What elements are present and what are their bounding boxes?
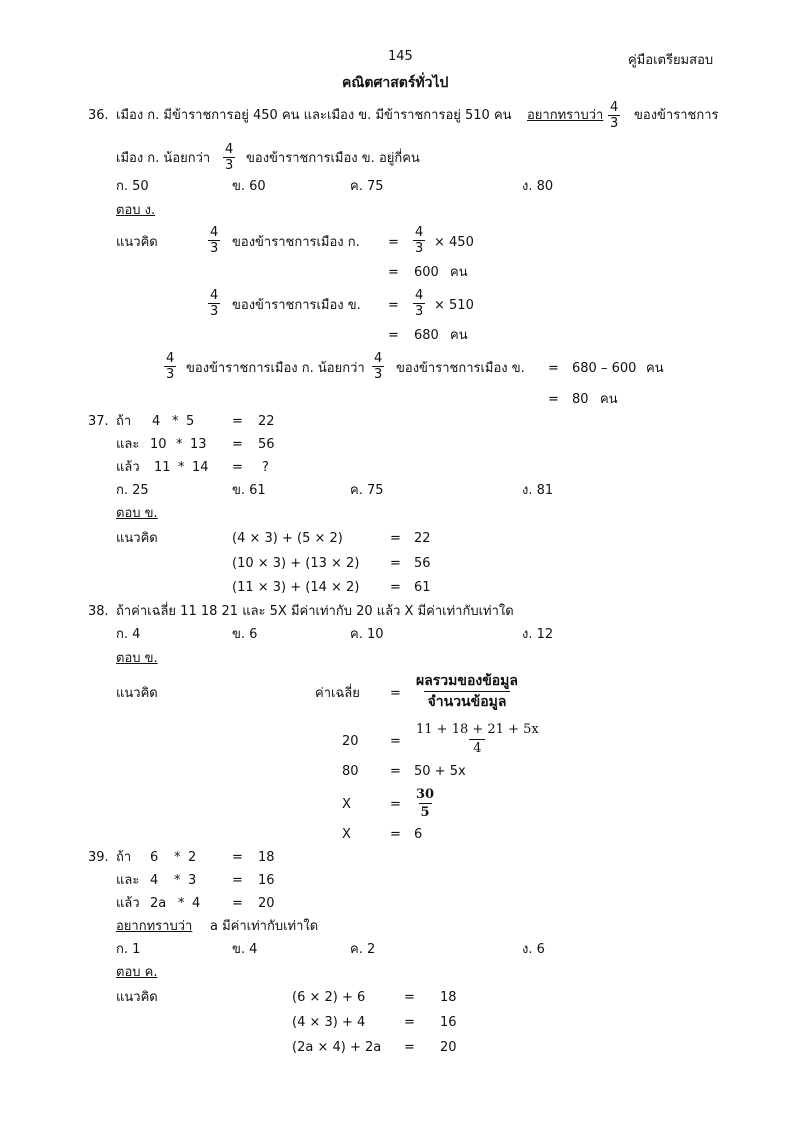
concept-label: แนวคิด bbox=[116, 235, 158, 250]
answer: ตอบ ค. bbox=[116, 965, 158, 980]
unit: คน bbox=[450, 265, 468, 280]
fraction: $\frac{4}{3}$ bbox=[374, 351, 383, 382]
equals: = bbox=[404, 990, 415, 1005]
equals: = bbox=[232, 896, 243, 911]
question-text: เมือง ก. น้อยกว่า bbox=[116, 151, 211, 166]
equals: = bbox=[390, 580, 401, 595]
row-prefix: และ bbox=[116, 873, 140, 888]
mean-formula: ผลรวมของข้อมูล จำนวนข้อมูล bbox=[416, 673, 518, 710]
question-number: 38. bbox=[88, 604, 109, 619]
choice: ข. 61 bbox=[232, 483, 266, 498]
question-text: ของข้าราชการเมือง ข. อยู่กี่คน bbox=[246, 151, 420, 166]
question-text: a มีค่าเท่ากับเท่าใด bbox=[210, 919, 319, 934]
row-prefix: ถ้า bbox=[116, 414, 132, 429]
question-number: 36. bbox=[88, 108, 109, 123]
fraction: $\frac{4}{3}$ bbox=[415, 288, 424, 319]
mean-label: ค่าเฉลี่ย bbox=[315, 686, 360, 701]
fraction: $\frac{4}{3}$ bbox=[210, 225, 219, 256]
work-expression: (10 × 3) + (13 × 2) bbox=[232, 556, 360, 571]
work-result: 22 bbox=[414, 531, 431, 546]
fraction: $\frac{11 + 18 + 21 + 5x}{4}$ bbox=[416, 722, 539, 756]
equals: = bbox=[390, 556, 401, 571]
question-text: เมือง ก. มีข้าราชการอยู่ 450 คน และเมือง ข. มีข้าราชการอยู่ 510 คน bbox=[116, 108, 512, 123]
operator: * bbox=[172, 414, 179, 429]
equals: = bbox=[232, 873, 243, 888]
concept-label: แนวคิด bbox=[116, 990, 158, 1005]
choice: ข. 6 bbox=[232, 627, 258, 642]
result: 16 bbox=[258, 873, 275, 888]
result: 22 bbox=[258, 414, 275, 429]
row-prefix: และ bbox=[116, 437, 140, 452]
work-result: 16 bbox=[440, 1015, 457, 1030]
page-title: คณิตศาสตร์ทั่วไป bbox=[342, 75, 449, 91]
equals: = bbox=[388, 265, 399, 280]
fraction: $\frac{4}{3}$ bbox=[610, 100, 619, 131]
concept-label: แนวคิด bbox=[116, 531, 158, 546]
unit: คน bbox=[646, 361, 664, 376]
work-label: ของข้าราชการเมือง ข. bbox=[232, 298, 361, 313]
equals: = bbox=[404, 1015, 415, 1030]
question-keyword: อยากทราบว่า bbox=[116, 919, 193, 934]
result: 18 bbox=[258, 850, 275, 865]
equals: = bbox=[388, 235, 399, 250]
equals: = bbox=[388, 328, 399, 343]
operator: * bbox=[178, 460, 185, 475]
work-result: 18 bbox=[440, 990, 457, 1005]
step-left: 20 bbox=[342, 734, 359, 749]
result: 56 bbox=[258, 437, 275, 452]
operator: * bbox=[174, 850, 181, 865]
choice: ง. 80 bbox=[522, 179, 554, 194]
fraction: $\frac{30}{5}$ bbox=[416, 787, 435, 820]
choice: ก. 4 bbox=[116, 627, 141, 642]
operand: 4 bbox=[192, 896, 201, 911]
row-prefix: แล้ว bbox=[116, 896, 140, 911]
answer: ตอบ ข. bbox=[116, 506, 158, 521]
choice: ข. 4 bbox=[232, 942, 258, 957]
work-label: ของข้าราชการเมือง ข. bbox=[396, 361, 525, 376]
operand: 10 bbox=[150, 437, 167, 452]
operator: * bbox=[174, 873, 181, 888]
equals: = bbox=[390, 531, 401, 546]
work-label: ของข้าราชการเมือง ก. น้อยกว่า bbox=[186, 361, 365, 376]
work-expression: (2a × 4) + 2a bbox=[292, 1040, 382, 1055]
work-expression: (4 × 3) + 4 bbox=[292, 1015, 366, 1030]
fraction: $\frac{4}{3}$ bbox=[210, 288, 219, 319]
operand: 14 bbox=[192, 460, 209, 475]
result: 20 bbox=[258, 896, 275, 911]
operand: 2 bbox=[188, 850, 197, 865]
equals: = bbox=[548, 361, 559, 376]
work-result: 80 bbox=[572, 392, 589, 407]
header-right: คู่มือเตรียมสอบ bbox=[628, 53, 714, 68]
question-keyword: อยากทราบว่า bbox=[527, 108, 604, 123]
equals: = bbox=[548, 392, 559, 407]
equals: = bbox=[390, 734, 401, 749]
step-left: 80 bbox=[342, 764, 359, 779]
answer: ตอบ ข. bbox=[116, 651, 158, 666]
work-result: 61 bbox=[414, 580, 431, 595]
equals: = bbox=[232, 850, 243, 865]
fraction: $\frac{4}{3}$ bbox=[166, 351, 175, 382]
choice: ก. 1 bbox=[116, 942, 141, 957]
fraction: $\frac{4}{3}$ bbox=[415, 225, 424, 256]
choice: ง. 81 bbox=[522, 483, 554, 498]
question-text: ถ้าค่าเฉลี่ย 11 18 21 และ 5X มีค่าเท่ากับ 20 แล้ว X มีค่าเท่ากับเท่าใด bbox=[116, 604, 514, 619]
choice: ค. 75 bbox=[350, 179, 384, 194]
choice: ง. 6 bbox=[522, 942, 545, 957]
fraction: $\frac{4}{3}$ bbox=[225, 142, 234, 173]
equals: = bbox=[390, 686, 401, 701]
operand: 3 bbox=[188, 873, 197, 888]
work-label: ของข้าราชการเมือง ก. bbox=[232, 235, 360, 250]
result: ? bbox=[262, 460, 269, 475]
question-number: 39. bbox=[88, 850, 109, 865]
choice: ก. 25 bbox=[116, 483, 149, 498]
choice: ข. 60 bbox=[232, 179, 266, 194]
row-prefix: แล้ว bbox=[116, 460, 140, 475]
equals: = bbox=[390, 827, 401, 842]
concept-label: แนวคิด bbox=[116, 686, 158, 701]
operand: 2a bbox=[150, 896, 167, 911]
step-right: 6 bbox=[414, 827, 423, 842]
question-number: 37. bbox=[88, 414, 109, 429]
work-expression: × 450 bbox=[434, 235, 474, 250]
work-expression: × 510 bbox=[434, 298, 474, 313]
choice: ค. 75 bbox=[350, 483, 384, 498]
choice: ค. 2 bbox=[350, 942, 376, 957]
operand: 11 bbox=[154, 460, 171, 475]
equals: = bbox=[232, 414, 243, 429]
work-result: 20 bbox=[440, 1040, 457, 1055]
operand: 13 bbox=[190, 437, 207, 452]
work-expression: (6 × 2) + 6 bbox=[292, 990, 366, 1005]
work-expression: (4 × 3) + (5 × 2) bbox=[232, 531, 343, 546]
page-number: 145 bbox=[388, 49, 413, 64]
equals: = bbox=[390, 764, 401, 779]
operand: 6 bbox=[150, 850, 159, 865]
operator: * bbox=[178, 896, 185, 911]
work-result: 680 bbox=[414, 328, 439, 343]
choice: ก. 50 bbox=[116, 179, 149, 194]
question-text: ของข้าราชการ bbox=[634, 108, 719, 123]
choice: ง. 12 bbox=[522, 627, 554, 642]
step-left: X bbox=[342, 797, 351, 812]
equals: = bbox=[388, 298, 399, 313]
operand: 4 bbox=[152, 414, 161, 429]
equals: = bbox=[232, 460, 243, 475]
operand: 4 bbox=[150, 873, 159, 888]
work-result: 600 bbox=[414, 265, 439, 280]
work-expression: (11 × 3) + (14 × 2) bbox=[232, 580, 360, 595]
row-prefix: ถ้า bbox=[116, 850, 132, 865]
unit: คน bbox=[450, 328, 468, 343]
equals: = bbox=[404, 1040, 415, 1055]
work-expression: 680 – 600 bbox=[572, 361, 637, 376]
step-left: X bbox=[342, 827, 351, 842]
operator: * bbox=[176, 437, 183, 452]
equals: = bbox=[232, 437, 243, 452]
step-right: 50 + 5x bbox=[414, 764, 466, 779]
operand: 5 bbox=[186, 414, 195, 429]
equals: = bbox=[390, 797, 401, 812]
answer: ตอบ ง. bbox=[116, 203, 156, 218]
work-result: 56 bbox=[414, 556, 431, 571]
unit: คน bbox=[600, 392, 618, 407]
choice: ค. 10 bbox=[350, 627, 384, 642]
